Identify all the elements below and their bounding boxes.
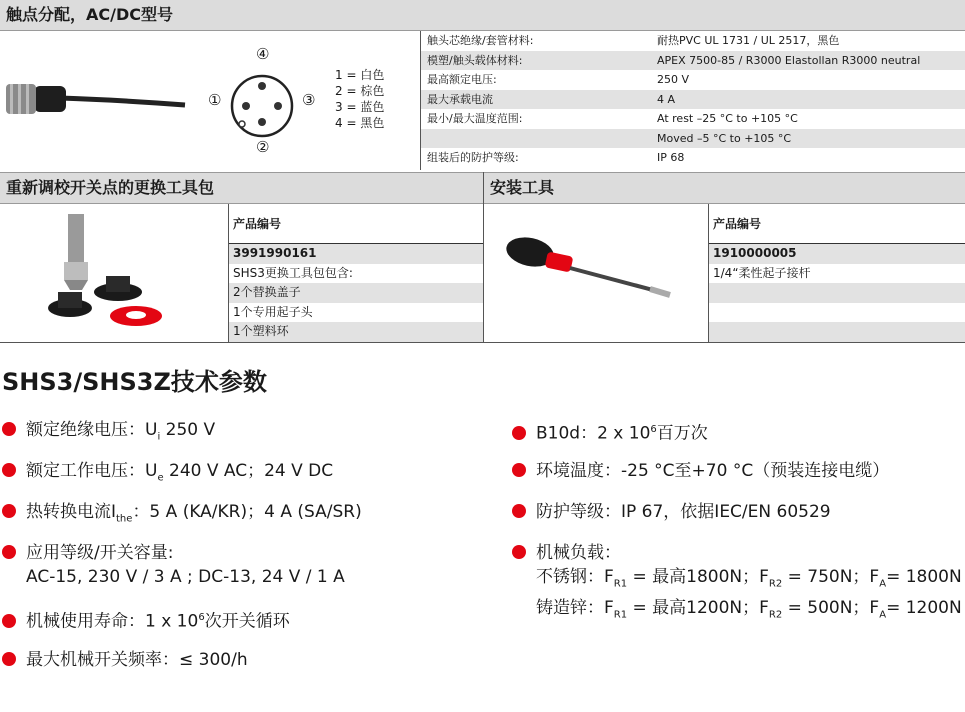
spec-row: Moved –5 °C to +105 °C	[421, 129, 965, 149]
bullet-dot-icon	[512, 426, 526, 440]
replacement-kit-image	[40, 210, 170, 335]
bullet-switching-frequency: 最大机械开关频率：≤ 300/h	[2, 648, 248, 672]
bullet-dot-icon	[2, 463, 16, 477]
bullet-dot-icon	[2, 504, 16, 518]
table-row: 2个替换盖子	[229, 283, 483, 303]
table-row	[709, 283, 965, 303]
pin-layout-diagram-icon	[228, 72, 296, 140]
bullet-insulation-voltage: 额定绝缘电压：$U_i$ 250 V	[2, 418, 215, 449]
bullet-utilization-category: 应用等级/开关容量: AC-15, 230 V / 3 A ; DC-13, 24 V / 1 A	[2, 541, 345, 589]
section-header-contact-assignment: 触点分配，AC/DC型号	[0, 0, 965, 31]
bullet-b10d: B10d：2 x $10^6$百万次	[512, 418, 708, 446]
bullet-dot-icon	[2, 652, 16, 666]
spec-table	[421, 31, 965, 168]
bullet-dot-icon	[2, 614, 16, 628]
connector-cable-image	[0, 70, 190, 140]
product-number-header: 产品编号	[229, 204, 483, 244]
bullet-dot-icon	[512, 463, 526, 477]
bullet-dot-icon	[512, 504, 526, 518]
load-die-cast-zinc: 铸造锌：$F_{R1}$ = 最高1200N；$F_{R2} = 500N$；$F_A= 1200N$	[536, 598, 962, 621]
tech-params-title: SHS3/SHS3Z技术参数	[2, 368, 267, 396]
pin-color-4: 4 = 黑色	[335, 116, 385, 130]
spec-row: 最大承载电流 4 A	[421, 90, 965, 110]
table-row	[709, 303, 965, 323]
table-row: 1个塑料环	[229, 322, 483, 342]
bullet-dot-icon	[2, 422, 16, 436]
pin-color-3: 3 = 蓝色	[335, 100, 385, 114]
pin-2-label: ②	[256, 138, 270, 156]
screwdriver-image	[500, 230, 680, 310]
tech-params-right	[512, 418, 965, 621]
product-number-header: 产品编号	[709, 204, 965, 244]
table-row: 3991990161	[229, 244, 483, 264]
bullet-operating-voltage: 额定工作电压：$U_e$ 240 V AC；24 V DC	[2, 459, 333, 490]
spec-row: 组装后的防护等级: IP 68	[427, 151, 685, 164]
spec-row: 模塑/触头载体材料: APEX 7500-85 / R3000 Elastollan R3000 neutral	[421, 51, 965, 71]
spec-row: 最小/最大温度范围: At rest –25 °C to +105 °C	[427, 112, 798, 125]
table-row: 1/4“柔性起子接杆	[713, 265, 811, 280]
bullet-mechanical-load: 机械负载： 不锈钢：$F_{R1}$ = 最高1800N；$F_{R2} = 750N$；$F_A= 1800N$ 铸造锌：$F_{R1}$ = 最高1200N；$F_{R2} = 500N$；$F_A= 1200N$	[512, 541, 962, 628]
pin-color-2: 2 = 棕色	[335, 84, 385, 98]
divider	[0, 342, 965, 343]
install-tool-table	[709, 204, 965, 342]
replacement-kit-table	[229, 204, 483, 342]
table-row: SHS3更换工具包包含:	[233, 265, 353, 280]
table-row: 1个专用起子头	[233, 304, 313, 319]
bullet-dot-icon	[512, 545, 526, 559]
bullet-ambient-temperature: 环境温度：-25 °C至+70 °C（预装连接电缆）	[512, 459, 889, 483]
bullet-dot-icon	[2, 545, 16, 559]
spec-row: 最高额定电压: 250 V	[427, 73, 690, 86]
table-row	[709, 322, 965, 342]
bullet-mechanical-life: 机械使用寿命：1 x $10^6$次开关循环	[2, 606, 290, 634]
pin-color-1: 1 = 白色	[335, 68, 385, 82]
pin-1-label: ①	[208, 91, 222, 109]
section-header-install-tool: 安装工具	[484, 172, 965, 204]
pin-3-label: ③	[302, 91, 316, 109]
divider	[483, 172, 484, 342]
pin-4-label: ④	[256, 45, 270, 63]
spec-row: 触头芯绝缘/套管材料: 耐热PVC UL 1731 / UL 2517，黑色	[427, 34, 840, 47]
table-row: 1910000005	[709, 244, 965, 264]
bullet-thermal-current: 热转换电流$I_{the}$：5 A (KA/KR)；4 A (SA/SR)	[2, 500, 362, 531]
bullet-protection-class: 防护等级：IP 67，依据IEC/EN 60529	[512, 500, 831, 524]
tech-params-left	[2, 418, 482, 678]
section-header-replacement-kit: 重新调校开关点的更换工具包	[0, 172, 483, 204]
load-stainless-steel: 不锈钢：$F_{R1}$ = 最高1800N；$F_{R2} = 750N$；$F_A= 1800N$	[536, 567, 962, 590]
